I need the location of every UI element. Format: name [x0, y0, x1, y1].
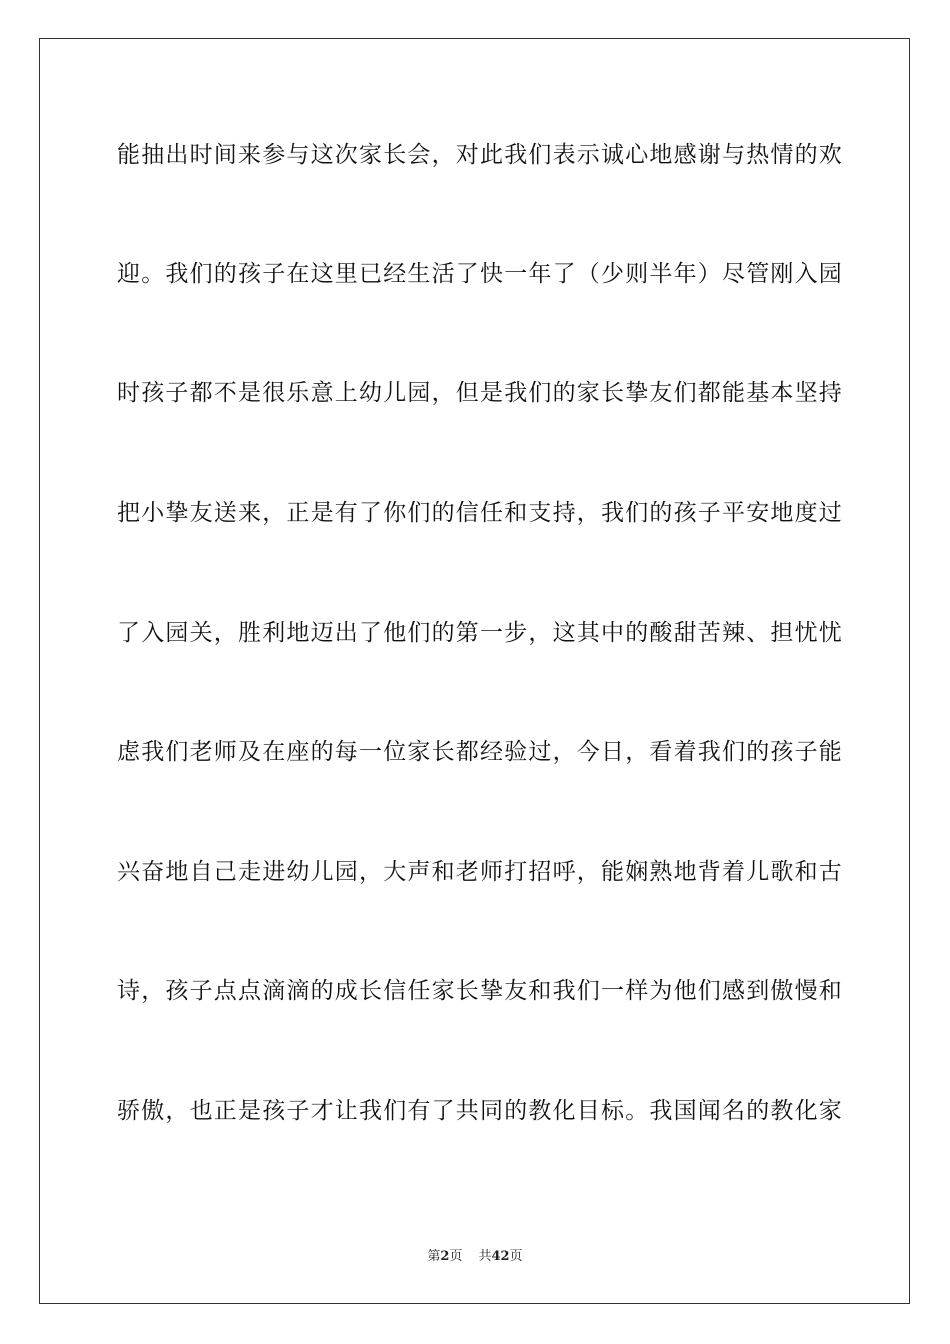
body-text-line: 兴奋地自己走进幼儿园，大声和老师打招呼，能娴熟地背着儿歌和古 — [117, 859, 843, 885]
body-text-line: 虑我们老师及在座的每一位家长都经验过，今日，看着我们的孩子能 — [117, 739, 843, 765]
total-pages-indicator: 共42页 — [478, 1249, 523, 1264]
body-text-line: 了入园关，胜利地迈出了他们的第一步，这其中的酸甜苦辣、担忧忧 — [117, 620, 843, 646]
body-text-line: 时孩子都不是很乐意上幼儿园，但是我们的家长挚友们都能基本坚持 — [117, 380, 843, 406]
page-number-indicator: 第2页 — [427, 1249, 463, 1264]
body-text-line: 能抽出时间来参与这次家长会，对此我们表示诚心地感谢与热情的欢 — [117, 142, 843, 168]
body-text-line: 诗，孩子点点滴滴的成长信任家长挚友和我们一样为他们感到傲慢和 — [117, 978, 843, 1004]
body-text-line: 把小挚友送来，正是有了你们的信任和支持，我们的孩子平安地度过 — [117, 500, 843, 526]
body-text-line: 迎。我们的孩子在这里已经生活了快一年了（少则半年）尽管刚入园 — [117, 261, 843, 287]
body-text-line: 骄傲，也正是孩子才让我们有了共同的教化目标。我国闻名的教化家 — [117, 1098, 843, 1124]
page-footer — [0, 1248, 950, 1266]
